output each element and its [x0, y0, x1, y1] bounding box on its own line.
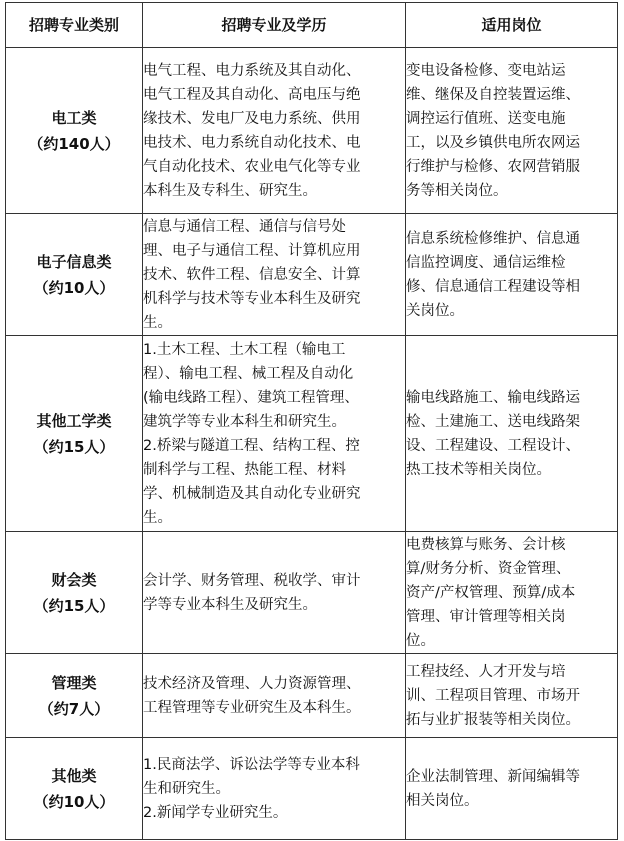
- category-cell: [6, 214, 143, 336]
- majors-line: 技术经济及管理、人力资源管理、: [143, 675, 361, 692]
- recruitment-table: [5, 2, 618, 840]
- category-count: （约10人）: [33, 792, 115, 811]
- category-name: 管理类: [51, 673, 97, 692]
- header-majors: 招聘专业及学历: [143, 3, 406, 48]
- positions-line: 变电设备检修、变电站运: [406, 62, 566, 79]
- majors-line: 技术、软件工程、信息安全、计算: [143, 266, 361, 283]
- table-row: [6, 214, 618, 336]
- majors-line: 电气工程及其自动化、高电压与绝: [143, 86, 361, 103]
- majors-line: 程）、输电工程、械工程及自动化: [143, 365, 354, 382]
- majors-line: 生和研究生。: [143, 780, 230, 797]
- positions-cell: [406, 738, 618, 840]
- positions-line: 输电线路施工、输电线路运: [406, 389, 580, 406]
- positions-line: 检、土建施工、送电线路架: [406, 413, 580, 430]
- majors-cell: [143, 738, 406, 840]
- majors-line: 学、机械制造及其自动化专业研究: [143, 485, 361, 502]
- majors-line: 会计学、财务管理、税收学、审计: [143, 572, 361, 589]
- table-row: [6, 336, 618, 532]
- positions-line: 工，以及乡镇供电所农网运: [406, 134, 580, 151]
- positions-line: 位。: [406, 632, 435, 649]
- majors-line: 建筑学等专业本科生和研究生。: [143, 413, 346, 430]
- majors-line: 学等专业本科生及研究生。: [143, 596, 317, 613]
- majors-line: 1.民商法学、诉讼法学等专业本科: [143, 756, 360, 773]
- header-category: 招聘专业类别: [6, 3, 143, 48]
- category-cell: [6, 48, 143, 214]
- positions-line: 电费核算与账务、会计核: [406, 536, 566, 553]
- positions-cell: [406, 336, 618, 532]
- majors-line: 电气工程、电力系统及其自动化、: [143, 62, 361, 79]
- majors-line: 本科生及专科生、研究生。: [143, 182, 317, 199]
- positions-cell: [406, 654, 618, 738]
- majors-line: 理、电子与通信工程、计算机应用: [143, 242, 361, 259]
- majors-line: (输电线路工程）、建筑工程管理、: [143, 389, 359, 406]
- majors-cell: [143, 532, 406, 654]
- positions-line: 热工技术等相关岗位。: [406, 461, 551, 478]
- majors-line: 电技术、电力系统自动化技术、电: [143, 134, 361, 151]
- positions-line: 务等相关岗位。: [406, 182, 508, 199]
- positions-cell: [406, 214, 618, 336]
- majors-line: 1.土木工程、土木工程（输电工: [143, 341, 346, 358]
- category-count: （约15人）: [33, 596, 115, 615]
- majors-cell: [143, 48, 406, 214]
- positions-line: 设、工程建设、工程设计、: [406, 437, 580, 454]
- positions-line: 相关岗位。: [406, 792, 479, 809]
- positions-line: 拓与业扩报装等相关岗位。: [406, 711, 580, 728]
- positions-line: 训、工程项目管理、市场开: [406, 687, 580, 704]
- positions-line: 信监控调度、通信运维检: [406, 254, 566, 271]
- category-cell: [6, 738, 143, 840]
- category-name: 其他工学类: [36, 411, 112, 430]
- majors-line: 生。: [143, 314, 172, 331]
- majors-line: 生。: [143, 509, 172, 526]
- positions-line: 维、继保及自控装置运维、: [406, 86, 580, 103]
- majors-line: 工程管理等专业研究生及本科生。: [143, 699, 361, 716]
- table-row: [6, 654, 618, 738]
- table-row: [6, 738, 618, 840]
- header-positions: 适用岗位: [406, 3, 618, 48]
- majors-line: 2.新闻学专业研究生。: [143, 804, 288, 821]
- majors-line: 缘技术、发电厂及电力系统、供用: [143, 110, 361, 127]
- positions-line: 企业法制管理、新闻编辑等: [406, 768, 580, 785]
- positions-line: 关岗位。: [406, 302, 464, 319]
- positions-line: 工程技经、人才开发与培: [406, 663, 566, 680]
- positions-cell: [406, 48, 618, 214]
- category-count: （约15人）: [33, 437, 115, 456]
- table-row: [6, 48, 618, 214]
- category-cell: [6, 336, 143, 532]
- majors-cell: [143, 336, 406, 532]
- category-name: 其他类: [51, 766, 97, 785]
- positions-line: 管理、审计管理等相关岗: [406, 608, 566, 625]
- majors-cell: [143, 654, 406, 738]
- positions-line: 调控运行值班、送变电施: [406, 110, 566, 127]
- category-name: 电子信息类: [36, 252, 112, 271]
- positions-cell: [406, 532, 618, 654]
- category-cell: [6, 532, 143, 654]
- category-count: （约10人）: [33, 278, 115, 297]
- category-name: 电工类: [51, 108, 97, 127]
- positions-line: 信息系统检修维护、信息通: [406, 230, 580, 247]
- positions-line: 行维护与检修、农网营销服: [406, 158, 580, 175]
- positions-line: 资产/产权管理、预算/成本: [406, 584, 576, 601]
- table-row: [6, 532, 618, 654]
- category-name: 财会类: [51, 570, 97, 589]
- majors-line: 气自动化技术、农业电气化等专业: [143, 158, 361, 175]
- positions-line: 算/财务分析、资金管理、: [406, 560, 571, 577]
- positions-line: 修、信息通信工程建设等相: [406, 278, 580, 295]
- category-cell: [6, 654, 143, 738]
- majors-line: 信息与通信工程、通信与信号处: [143, 218, 346, 235]
- majors-line: 机科学与技术等专业本科生及研究: [143, 290, 361, 307]
- majors-line: 2.桥梁与隧道工程、结构工程、控: [143, 437, 360, 454]
- category-count: （约140人）: [28, 134, 120, 153]
- majors-cell: [143, 214, 406, 336]
- majors-line: 制科学与工程、热能工程、材料: [143, 461, 346, 478]
- table-header-row: [6, 3, 618, 48]
- category-count: （约7人）: [38, 699, 110, 718]
